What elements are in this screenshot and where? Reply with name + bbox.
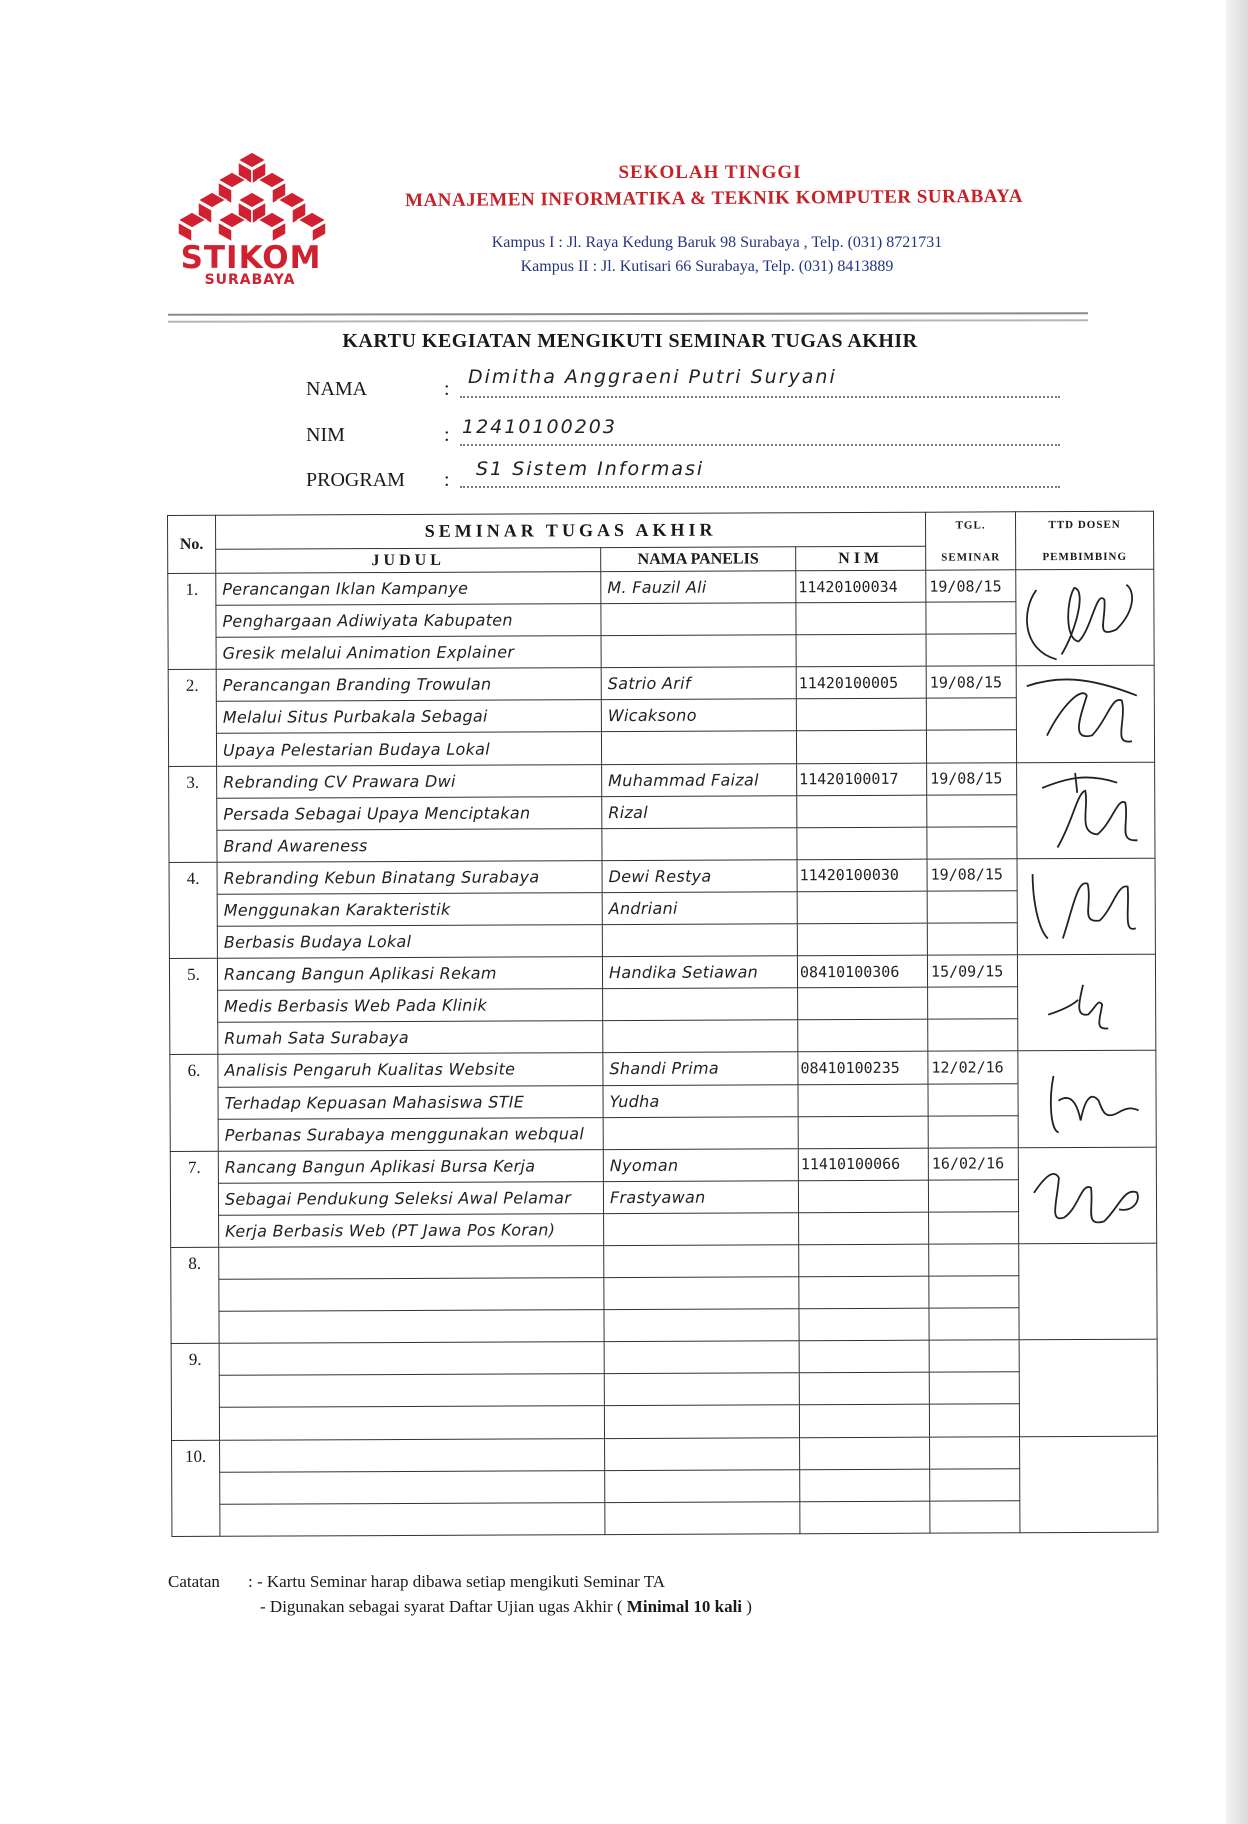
program-colon: :: [444, 469, 450, 491]
logo-text: STIKOM: [180, 240, 322, 276]
entry-panelis-line: Muhammad Faizal: [602, 763, 797, 796]
table-row: [171, 1275, 1157, 1311]
entry-nim: [797, 923, 927, 956]
entry-panelis-line: [601, 635, 796, 668]
entry-nim: [800, 1501, 930, 1534]
header-no: No.: [168, 515, 216, 573]
entry-panelis-line: Rizal: [602, 795, 797, 828]
entry-judul-line: Perbanas Surabaya menggunakan webqual: [218, 1117, 603, 1151]
notes-line-2-bold: Minimal 10 kali: [626, 1597, 743, 1616]
signature-3-icon: [1017, 762, 1147, 858]
entry-judul-line: [220, 1438, 605, 1472]
entry-panelis-line: [604, 1373, 799, 1406]
nama-colon: :: [444, 378, 450, 400]
entry-signature-cell: [1018, 1147, 1156, 1244]
entry-judul-line: Rebranding CV Prawara Dwi: [217, 764, 602, 798]
entry-signature-cell: [1017, 858, 1155, 955]
nim-line: [460, 444, 1060, 446]
entry-judul-line: [219, 1310, 604, 1344]
entry-panelis-line: [604, 1341, 799, 1374]
notes: [168, 1569, 752, 1619]
entry-number: 9.: [171, 1344, 219, 1440]
entry-nim: [799, 1212, 929, 1245]
header-tgl: [926, 512, 1016, 570]
entry-tgl: 19/08/15: [926, 666, 1016, 698]
entry-nim: 11420100030: [797, 859, 927, 892]
table-row: [169, 762, 1155, 798]
entry-signature-cell: [1017, 762, 1155, 859]
entry-nim: [799, 1405, 929, 1438]
entry-tgl: [929, 1212, 1019, 1244]
entry-tgl: [927, 794, 1017, 826]
notes-label: Catatan: [168, 1572, 220, 1591]
table-row: [169, 858, 1155, 894]
table-row: [172, 1500, 1158, 1537]
notes-line-2-prefix: - Digunakan sebagai syarat Daftar Ujian ugas Akhir (: [260, 1597, 623, 1616]
entry-signature-cell: [1016, 569, 1154, 666]
entry-nim: [798, 1084, 928, 1117]
table-row: [169, 890, 1155, 926]
entry-tgl: [929, 1340, 1019, 1372]
entry-panelis-line: [602, 924, 797, 957]
entry-panelis-line: [605, 1437, 800, 1470]
entry-panelis-line: Satrio Arif: [601, 667, 796, 700]
address-campus-2: Kampus II : Jl. Kutisari 66 Surabaya, Telp. (031) 8413889: [520, 258, 894, 275]
entry-tgl: [926, 602, 1016, 634]
entry-tgl: 19/08/15: [926, 570, 1016, 602]
table-row: [170, 1083, 1156, 1119]
table-row: [168, 601, 1154, 637]
entry-judul-line: Upaya Pelestarian Budaya Lokal: [216, 732, 601, 766]
entry-panelis-line: Shandi Prima: [603, 1052, 798, 1085]
entry-judul-line: [220, 1470, 605, 1504]
institution-line-2: MANAJEMEN INFORMATIKA & TEKNIK KOMPUTER SURABAYA: [405, 185, 1023, 212]
entry-nim: [799, 1340, 929, 1373]
entry-tgl: 16/02/16: [928, 1147, 1018, 1179]
entry-nim: [797, 891, 927, 924]
entry-judul-line: Perancangan Iklan Kampanye: [216, 572, 601, 606]
entry-nim: 08410100306: [797, 955, 927, 988]
table-row: [169, 954, 1155, 990]
table-row: [169, 922, 1155, 958]
entry-signature-cell: [1018, 1051, 1156, 1148]
entry-judul-line: [219, 1342, 604, 1376]
table-row: [168, 698, 1154, 734]
nim-colon: :: [444, 424, 450, 446]
signature-7-icon: [1019, 1147, 1149, 1243]
table-row: [172, 1468, 1158, 1504]
notes-line-2-suffix: ): [746, 1597, 752, 1616]
table-row: [169, 794, 1155, 830]
entry-number: 6.: [170, 1055, 218, 1151]
entry-nim: [798, 1116, 928, 1149]
entry-judul-line: Rumah Sata Surabaya: [218, 1021, 603, 1055]
entry-number: 8.: [171, 1247, 219, 1343]
entry-judul-line: Rebranding Kebun Binatang Surabaya: [217, 860, 602, 894]
entry-judul-line: Rancang Bangun Aplikasi Rekam: [217, 957, 602, 991]
signature-6-icon: [1018, 1051, 1148, 1147]
entry-panelis-line: [601, 731, 796, 764]
signature-5-icon: [1018, 955, 1148, 1051]
entry-tgl: [928, 1083, 1018, 1115]
entry-tgl: [930, 1436, 1020, 1468]
entry-panelis-line: [601, 603, 796, 636]
entry-nim: 11420100017: [797, 763, 927, 796]
header-tgl-label: TGL.: [955, 518, 986, 532]
entry-tgl: 19/08/15: [927, 859, 1017, 891]
table-row: [171, 1404, 1157, 1440]
entry-judul-line: Melalui Situs Purbakala Sebagai: [216, 700, 601, 734]
table-row: [170, 1147, 1156, 1183]
entry-judul-line: [220, 1502, 605, 1536]
nim-label: NIM: [306, 424, 345, 446]
entry-panelis-line: Wicaksono: [601, 699, 796, 732]
nim-value: 12410100203: [462, 416, 617, 438]
entry-nim: 11420100034: [796, 570, 926, 603]
entry-tgl: [929, 1276, 1019, 1308]
entry-tgl: [928, 1019, 1018, 1051]
header-separator: [168, 312, 1088, 323]
entry-judul-line: Berbasis Budaya Lokal: [217, 925, 602, 959]
entry-nim: 11420100005: [796, 666, 926, 699]
table-row: [171, 1372, 1157, 1408]
entry-judul-line: [219, 1406, 604, 1440]
entry-signature-cell: [1019, 1243, 1157, 1340]
nama-line: [460, 396, 1060, 398]
address-campus-1: Kampus I : Jl. Raya Kedung Baruk 98 Surabaya , Telp. (031) 8721731: [491, 234, 943, 251]
entry-panelis-line: [603, 1116, 798, 1149]
logo-subtext: SURABAYA: [204, 272, 296, 288]
table-row: [168, 730, 1154, 766]
entry-tgl: [929, 1404, 1019, 1436]
entry-nim: 11410100066: [798, 1148, 928, 1181]
entry-number: 4.: [169, 862, 217, 958]
nama-value: Dimitha Anggraeni Putri Suryani: [468, 366, 837, 388]
entry-panelis-line: Nyoman: [603, 1148, 798, 1181]
header-ttd-label: TTD DOSEN: [1048, 518, 1121, 531]
entry-panelis-line: [604, 1213, 799, 1246]
table-row: [168, 665, 1154, 701]
entry-judul-line: Sebagai Pendukung Seleksi Awal Pelamar: [218, 1181, 603, 1215]
entry-number: 10.: [172, 1440, 220, 1537]
entry-nim: [797, 827, 927, 860]
entry-panelis-line: [602, 828, 797, 861]
entry-judul-line: Persada Sebagai Upaya Menciptakan: [217, 796, 602, 830]
entry-judul-line: Menggunakan Karakteristik: [217, 893, 602, 927]
seminar-table: [167, 511, 1158, 1537]
entry-nim: [799, 1373, 929, 1406]
entry-nim: [798, 1019, 928, 1052]
entry-signature-cell: [1017, 954, 1155, 1051]
entry-tgl: [927, 891, 1017, 923]
entry-tgl: [929, 1308, 1019, 1340]
signature-2-icon: [1017, 666, 1147, 762]
signature-1-icon: [1016, 570, 1146, 666]
table-row: [170, 1019, 1156, 1055]
entry-tgl: 12/02/16: [928, 1051, 1018, 1083]
entry-tgl: [926, 730, 1016, 762]
entry-panelis-line: Frastyawan: [603, 1181, 798, 1214]
table-row: [171, 1211, 1157, 1247]
entry-nim: [796, 699, 926, 732]
seminar-table-body: [168, 569, 1158, 1536]
entry-tgl: [929, 1244, 1019, 1276]
entry-judul-line: Perancangan Branding Trowulan: [216, 668, 601, 702]
entry-tgl: 15/09/15: [927, 955, 1017, 987]
entry-tgl: [927, 827, 1017, 859]
institution-line-1: SEKOLAH TINGGI: [618, 162, 802, 183]
header-nama-panelis: NAMA PANELIS: [601, 547, 796, 572]
page-edge: [1226, 0, 1248, 1824]
entry-tgl: [930, 1501, 1020, 1534]
entry-nim: [796, 634, 926, 667]
entry-tgl: [929, 1372, 1019, 1404]
entry-judul-line: Kerja Berbasis Web (PT Jawa Pos Koran): [219, 1213, 604, 1247]
header-ttd: [1016, 511, 1154, 570]
entry-tgl: 19/08/15: [927, 762, 1017, 794]
entry-panelis-line: [604, 1405, 799, 1438]
entry-judul-line: Rancang Bangun Aplikasi Bursa Kerja: [218, 1149, 603, 1183]
entry-judul-line: Gresik melalui Animation Explainer: [216, 636, 601, 670]
notes-line-1: - Kartu Seminar harap dibawa setiap mengikuti Seminar TA: [256, 1572, 666, 1591]
nama-label: NAMA: [306, 378, 368, 400]
entry-judul-line: Penghargaan Adiwiyata Kabupaten: [216, 604, 601, 638]
entry-nim: [800, 1437, 930, 1470]
entry-tgl: [930, 1468, 1020, 1500]
entry-nim: [798, 987, 928, 1020]
entry-signature-cell: [1020, 1436, 1158, 1533]
entry-nim: [798, 1180, 928, 1213]
table-row: [171, 1243, 1157, 1279]
entry-panelis-line: M. Fauzil Ali: [601, 571, 796, 604]
table-row: [172, 1436, 1158, 1472]
entry-number: 7.: [170, 1151, 218, 1247]
entry-tgl: [927, 923, 1017, 955]
header-tgl-sub: SEMINAR: [941, 550, 1001, 564]
table-row: [170, 1115, 1156, 1151]
entry-judul-line: Brand Awareness: [217, 828, 602, 862]
notes-colon: :: [248, 1572, 253, 1591]
entry-nim: [796, 602, 926, 635]
entry-judul-line: [219, 1374, 604, 1408]
entry-nim: [800, 1469, 930, 1502]
card-title: KARTU KEGIATAN MENGIKUTI SEMINAR TUGAS AKHIR: [342, 330, 918, 352]
entry-number: 5.: [169, 958, 217, 1054]
header-seminar-group: SEMINAR TUGAS AKHIR: [216, 512, 926, 549]
entry-panelis-line: Andriani: [602, 892, 797, 925]
table-row: [170, 1179, 1156, 1215]
entry-judul-line: Analisis Pengaruh Kualitas Website: [218, 1053, 603, 1087]
program-line: [460, 486, 1060, 488]
table-row: [168, 569, 1154, 605]
entry-panelis-line: [604, 1309, 799, 1342]
entry-tgl: [928, 1115, 1018, 1147]
entry-number: 1.: [168, 573, 216, 669]
entry-signature-cell: [1016, 665, 1154, 762]
entry-panelis-line: [604, 1245, 799, 1278]
table-row: [168, 633, 1154, 669]
program-label: PROGRAM: [306, 469, 405, 491]
table-row: [170, 986, 1156, 1022]
program-value: S1 Sistem Informasi: [476, 458, 705, 480]
entry-number: 2.: [168, 670, 216, 766]
entry-panelis-line: [604, 1277, 799, 1310]
table-row: [169, 826, 1155, 862]
entry-panelis-line: Dewi Restya: [602, 860, 797, 893]
header-nim: NIM: [796, 546, 926, 571]
entry-panelis-line: [603, 988, 798, 1021]
header-judul: JUDUL: [216, 548, 601, 574]
entry-judul-line: [219, 1278, 604, 1312]
entry-panelis-line: Handika Setiawan: [602, 956, 797, 989]
entry-nim: [799, 1244, 929, 1277]
entry-nim: [799, 1308, 929, 1341]
entry-nim: [796, 731, 926, 764]
entry-panelis-line: Yudha: [603, 1084, 798, 1117]
entry-panelis-line: [605, 1501, 800, 1534]
table-row: [171, 1307, 1157, 1343]
entry-panelis-line: [603, 1020, 798, 1053]
entry-tgl: [926, 634, 1016, 666]
entry-tgl: [928, 987, 1018, 1019]
entry-tgl: [928, 1180, 1018, 1212]
table-row: [170, 1051, 1156, 1087]
entry-judul-line: [219, 1246, 604, 1280]
entry-tgl: [926, 698, 1016, 730]
entry-number: 3.: [169, 766, 217, 862]
entry-nim: 08410100235: [798, 1052, 928, 1085]
entry-nim: [799, 1276, 929, 1309]
entry-judul-line: Terhadap Kepuasan Mahasiswa STIE: [218, 1085, 603, 1119]
table-row: [171, 1339, 1157, 1375]
entry-signature-cell: [1019, 1339, 1157, 1436]
signature-4-icon: [1018, 859, 1148, 955]
entry-panelis-line: [605, 1469, 800, 1502]
entry-judul-line: Medis Berbasis Web Pada Klinik: [218, 989, 603, 1023]
entry-nim: [797, 795, 927, 828]
header-ttd-sub: PEMBIMBING: [1042, 550, 1128, 563]
